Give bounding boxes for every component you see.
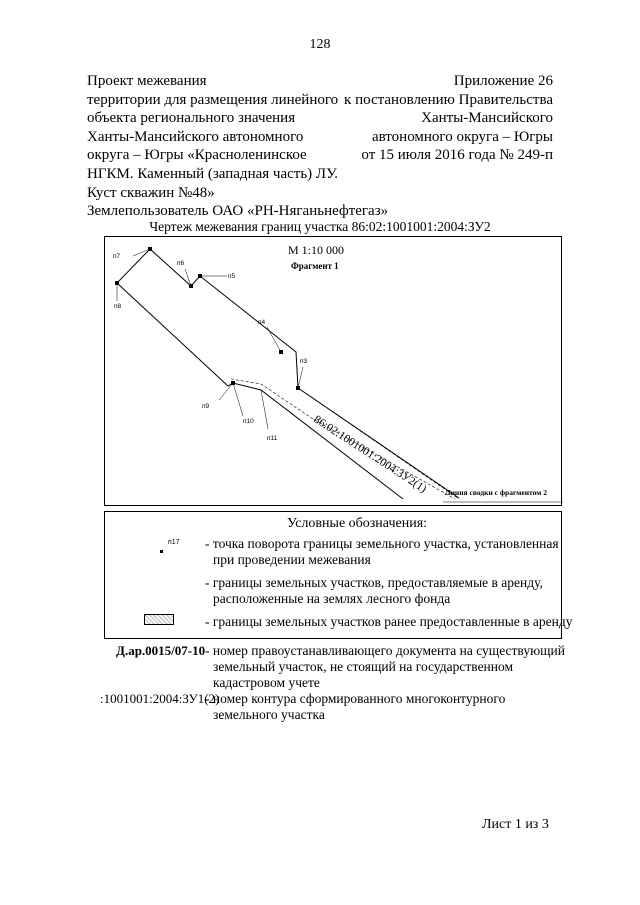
- junction-label: Линия сводки с фрагментом 2: [445, 488, 547, 497]
- boundary-map: [104, 236, 562, 506]
- legend-text-line: кадастровом учете: [213, 675, 320, 690]
- legend-item-turning-point: [205, 536, 559, 568]
- leader-lines: [117, 249, 303, 429]
- point-label-p8: п8: [114, 303, 122, 310]
- legend-document-code: Д.ар.0015/07-10: [116, 643, 206, 658]
- parcel-contour: [298, 388, 459, 499]
- project-title-line: округа – Югры «Красноленинское: [87, 147, 307, 164]
- appendix-line: к постановлению Правительства: [344, 91, 553, 108]
- parcel-boundary: [117, 283, 403, 499]
- legend-text-line: при проведении межевания: [213, 552, 371, 567]
- point-label-p6: п6: [177, 260, 185, 267]
- page-number: 128: [309, 37, 331, 52]
- boundary-vertices: [115, 247, 300, 390]
- point-label-p11: п11: [267, 435, 278, 442]
- point-label-p3: п3: [300, 358, 308, 365]
- point-label-p7: п7: [113, 253, 121, 260]
- project-title-line: Ханты-Мансийского автономного: [87, 128, 304, 145]
- point-label-p10: п10: [243, 418, 254, 425]
- legend-text-line: расположенные на землях лесного фонда: [213, 591, 451, 606]
- land-user-line: Землепользователь ОАО «РН-Няганьнефтегаз»: [87, 203, 389, 220]
- appendix-line: Ханты-Мансийского: [421, 110, 553, 127]
- appendix-line: от 15 июля 2016 года № 249-п: [361, 147, 553, 164]
- point-label-p4: п4: [258, 319, 266, 326]
- boundary-map-drawing: [105, 237, 563, 507]
- legend-item-previous-lease: [205, 614, 573, 630]
- legend-text-line: - номер контура сформированного многоконтурного: [205, 691, 506, 706]
- project-title-line: территории для размещения линейного: [87, 91, 339, 108]
- legend-item-contour-number: [205, 691, 505, 723]
- fragment-label: Фрагмент 1: [291, 261, 339, 271]
- appendix-block: [340, 72, 553, 165]
- legend-item-lease-boundaries: [205, 575, 543, 607]
- sheet-counter: Лист 1 из 3: [482, 817, 549, 832]
- parcel-boundary: [117, 249, 459, 498]
- point-label-p9: п9: [202, 403, 210, 410]
- legend-text-line: земельного участка: [213, 707, 325, 722]
- legend-text-line: - точка поворота границы земельного участка, установленная: [205, 536, 559, 551]
- project-title-line: НГКМ. Каменный (западная часть) ЛУ.: [87, 165, 339, 182]
- map-scale: М 1:10 000: [288, 243, 345, 257]
- legend-title: Условные обозначения:: [287, 516, 428, 531]
- drawing-title: Чертеж межевания границ участка 86:02:1001001:2004:ЗУ2: [149, 219, 491, 234]
- legend-point-sample-label: п17: [168, 539, 180, 546]
- legend-text-line: - границы земельных участков ранее предоставленные в аренду: [205, 614, 573, 629]
- legend-text-line: - номер правоустанавливающего документа на существующий: [205, 643, 566, 658]
- parcel-number-label: 86:02:1001001:2004:ЗУ2(1): [311, 413, 429, 496]
- legend-text-line: - границы земельных участков, предоставляемые в аренду,: [205, 575, 543, 590]
- legend-contour-code: :1001001:2004:ЗУ1(2): [100, 691, 220, 706]
- legend-point-marker: [160, 550, 163, 553]
- project-title-line: объекта регионального значения: [87, 110, 296, 127]
- appendix-line: автономного округа – Югры: [371, 128, 553, 145]
- project-title-line: Куст скважин №48»: [87, 184, 215, 201]
- legend-item-document-number: [205, 643, 565, 691]
- legend-separator: [104, 638, 562, 639]
- appendix-line: Приложение 26: [453, 73, 553, 89]
- project-title-line: Проект межевания: [87, 73, 207, 89]
- point-label-p5: п5: [228, 273, 236, 280]
- legend-text-line: земельный участок, не стоящий на государственном: [213, 659, 514, 674]
- legend-hatch-swatch: [144, 614, 174, 625]
